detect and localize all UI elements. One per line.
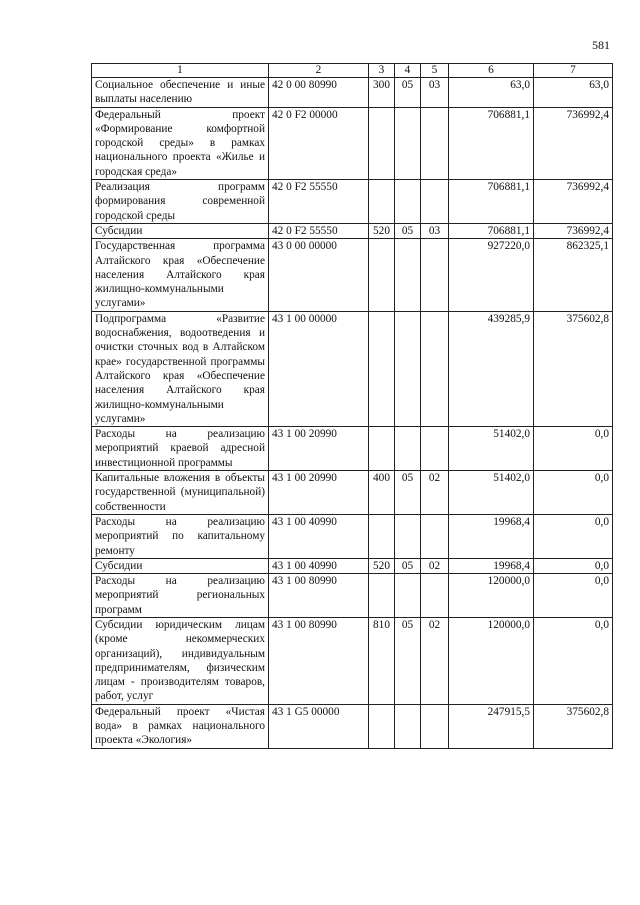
- amount-col-7: 736992,4: [534, 107, 613, 179]
- expense-name: Субсидии: [92, 223, 269, 238]
- column-header: 2: [269, 64, 369, 78]
- amount-col-7: 0,0: [534, 617, 613, 704]
- amount-col-7: 63,0: [534, 78, 613, 108]
- amount-col-6: 51402,0: [449, 427, 534, 471]
- expense-name: Субсидии юридическим лицам (кроме некоммерческих организаций), индивидуальным предпринимателям, физическим лицам - производителям товаров, работ, услуг: [92, 617, 269, 704]
- subsection-code: 02: [421, 558, 449, 573]
- amount-col-6: 247915,5: [449, 704, 534, 748]
- expense-name: Государственная программа Алтайского края «Обеспечение населения Алтайского края жилищно-коммунальными услугами»: [92, 239, 269, 311]
- table-row: [92, 704, 613, 748]
- subsection-code: 02: [421, 617, 449, 704]
- target-article-code: 42 0 F2 00000: [269, 107, 369, 179]
- target-article-code: 43 0 00 00000: [269, 239, 369, 311]
- table-row: [92, 471, 613, 515]
- amount-col-7: 0,0: [534, 558, 613, 573]
- section-code: 05: [395, 78, 421, 108]
- amount-col-7: 736992,4: [534, 223, 613, 238]
- subsection-code: [421, 311, 449, 426]
- section-code: [395, 574, 421, 618]
- expense-type-code: 400: [369, 471, 395, 515]
- amount-col-7: 0,0: [534, 574, 613, 618]
- subsection-code: 03: [421, 223, 449, 238]
- amount-col-6: 706881,1: [449, 180, 534, 224]
- amount-col-7: 862325,1: [534, 239, 613, 311]
- target-article-code: 43 1 00 00000: [269, 311, 369, 426]
- table-row: [92, 239, 613, 311]
- amount-col-6: 120000,0: [449, 617, 534, 704]
- section-code: [395, 107, 421, 179]
- subsection-code: 02: [421, 471, 449, 515]
- table-row: [92, 427, 613, 471]
- expense-name: Расходы на реализацию мероприятий по капитальному ремонту: [92, 514, 269, 558]
- amount-col-6: 706881,1: [449, 223, 534, 238]
- subsection-code: 03: [421, 78, 449, 108]
- expense-type-code: 520: [369, 223, 395, 238]
- expense-name: Капитальные вложения в объекты государственной (муниципальной) собственности: [92, 471, 269, 515]
- target-article-code: 43 1 00 40990: [269, 558, 369, 573]
- column-header: 3: [369, 64, 395, 78]
- column-header: 7: [534, 64, 613, 78]
- amount-col-6: 927220,0: [449, 239, 534, 311]
- expense-name: Реализация программ формирования современной городской среды: [92, 180, 269, 224]
- budget-table: [91, 63, 613, 749]
- expense-type-code: [369, 514, 395, 558]
- subsection-code: [421, 704, 449, 748]
- section-code: 05: [395, 617, 421, 704]
- table-row: [92, 558, 613, 573]
- expense-type-code: [369, 107, 395, 179]
- section-code: [395, 311, 421, 426]
- expense-name: Социальное обеспечение и иные выплаты населению: [92, 78, 269, 108]
- subsection-code: [421, 107, 449, 179]
- subsection-code: [421, 180, 449, 224]
- expense-name: Субсидии: [92, 558, 269, 573]
- amount-col-6: 63,0: [449, 78, 534, 108]
- target-article-code: 43 1 00 80990: [269, 574, 369, 618]
- amount-col-7: 375602,8: [534, 704, 613, 748]
- table-row: [92, 107, 613, 179]
- target-article-code: 43 1 00 80990: [269, 617, 369, 704]
- subsection-code: [421, 427, 449, 471]
- target-article-code: 43 1 00 40990: [269, 514, 369, 558]
- target-article-code: 43 1 00 20990: [269, 471, 369, 515]
- column-header: 5: [421, 64, 449, 78]
- amount-col-6: 120000,0: [449, 574, 534, 618]
- section-code: [395, 427, 421, 471]
- expense-type-code: [369, 574, 395, 618]
- amount-col-7: 0,0: [534, 514, 613, 558]
- expense-name: Федеральный проект «Формирование комфортной городской среды» в рамках национального проекта «Жилье и городская среда»: [92, 107, 269, 179]
- target-article-code: 42 0 00 80990: [269, 78, 369, 108]
- expense-type-code: 520: [369, 558, 395, 573]
- expense-name: Расходы на реализацию мероприятий региональных программ: [92, 574, 269, 618]
- expense-type-code: [369, 180, 395, 224]
- subsection-code: [421, 239, 449, 311]
- section-code: 05: [395, 471, 421, 515]
- table-row: [92, 78, 613, 108]
- amount-col-6: 706881,1: [449, 107, 534, 179]
- section-code: [395, 514, 421, 558]
- amount-col-7: 0,0: [534, 427, 613, 471]
- amount-col-6: 439285,9: [449, 311, 534, 426]
- table-row: [92, 223, 613, 238]
- amount-col-6: 51402,0: [449, 471, 534, 515]
- column-header: 6: [449, 64, 534, 78]
- subsection-code: [421, 574, 449, 618]
- section-code: 05: [395, 223, 421, 238]
- expense-name: Расходы на реализацию мероприятий краевой адресной инвестиционной программы: [92, 427, 269, 471]
- expense-type-code: [369, 427, 395, 471]
- amount-col-7: 0,0: [534, 471, 613, 515]
- expense-type-code: [369, 311, 395, 426]
- table-row: [92, 617, 613, 704]
- section-code: [395, 239, 421, 311]
- column-header: 1: [92, 64, 269, 78]
- target-article-code: 43 1 00 20990: [269, 427, 369, 471]
- expense-name: Федеральный проект «Чистая вода» в рамках национального проекта «Экология»: [92, 704, 269, 748]
- amount-col-7: 375602,8: [534, 311, 613, 426]
- column-header: 4: [395, 64, 421, 78]
- section-code: 05: [395, 558, 421, 573]
- amount-col-6: 19968,4: [449, 558, 534, 573]
- page-number: 581: [592, 38, 610, 52]
- expense-type-code: [369, 704, 395, 748]
- target-article-code: 42 0 F2 55550: [269, 180, 369, 224]
- target-article-code: 43 1 G5 00000: [269, 704, 369, 748]
- section-code: [395, 180, 421, 224]
- amount-col-6: 19968,4: [449, 514, 534, 558]
- amount-col-7: 736992,4: [534, 180, 613, 224]
- table-row: [92, 311, 613, 426]
- section-code: [395, 704, 421, 748]
- table-row: [92, 514, 613, 558]
- expense-type-code: 300: [369, 78, 395, 108]
- expense-name: Подпрограмма «Развитие водоснабжения, водоотведения и очистки сточных вод в Алтайском крае» государственной программы Алтайского края «Обеспечение населения Алтайского края жилищно-коммунальными услугами»: [92, 311, 269, 426]
- target-article-code: 42 0 F2 55550: [269, 223, 369, 238]
- table-header-row: [92, 64, 613, 78]
- subsection-code: [421, 514, 449, 558]
- table-row: [92, 574, 613, 618]
- expense-type-code: 810: [369, 617, 395, 704]
- table-row: [92, 180, 613, 224]
- expense-type-code: [369, 239, 395, 311]
